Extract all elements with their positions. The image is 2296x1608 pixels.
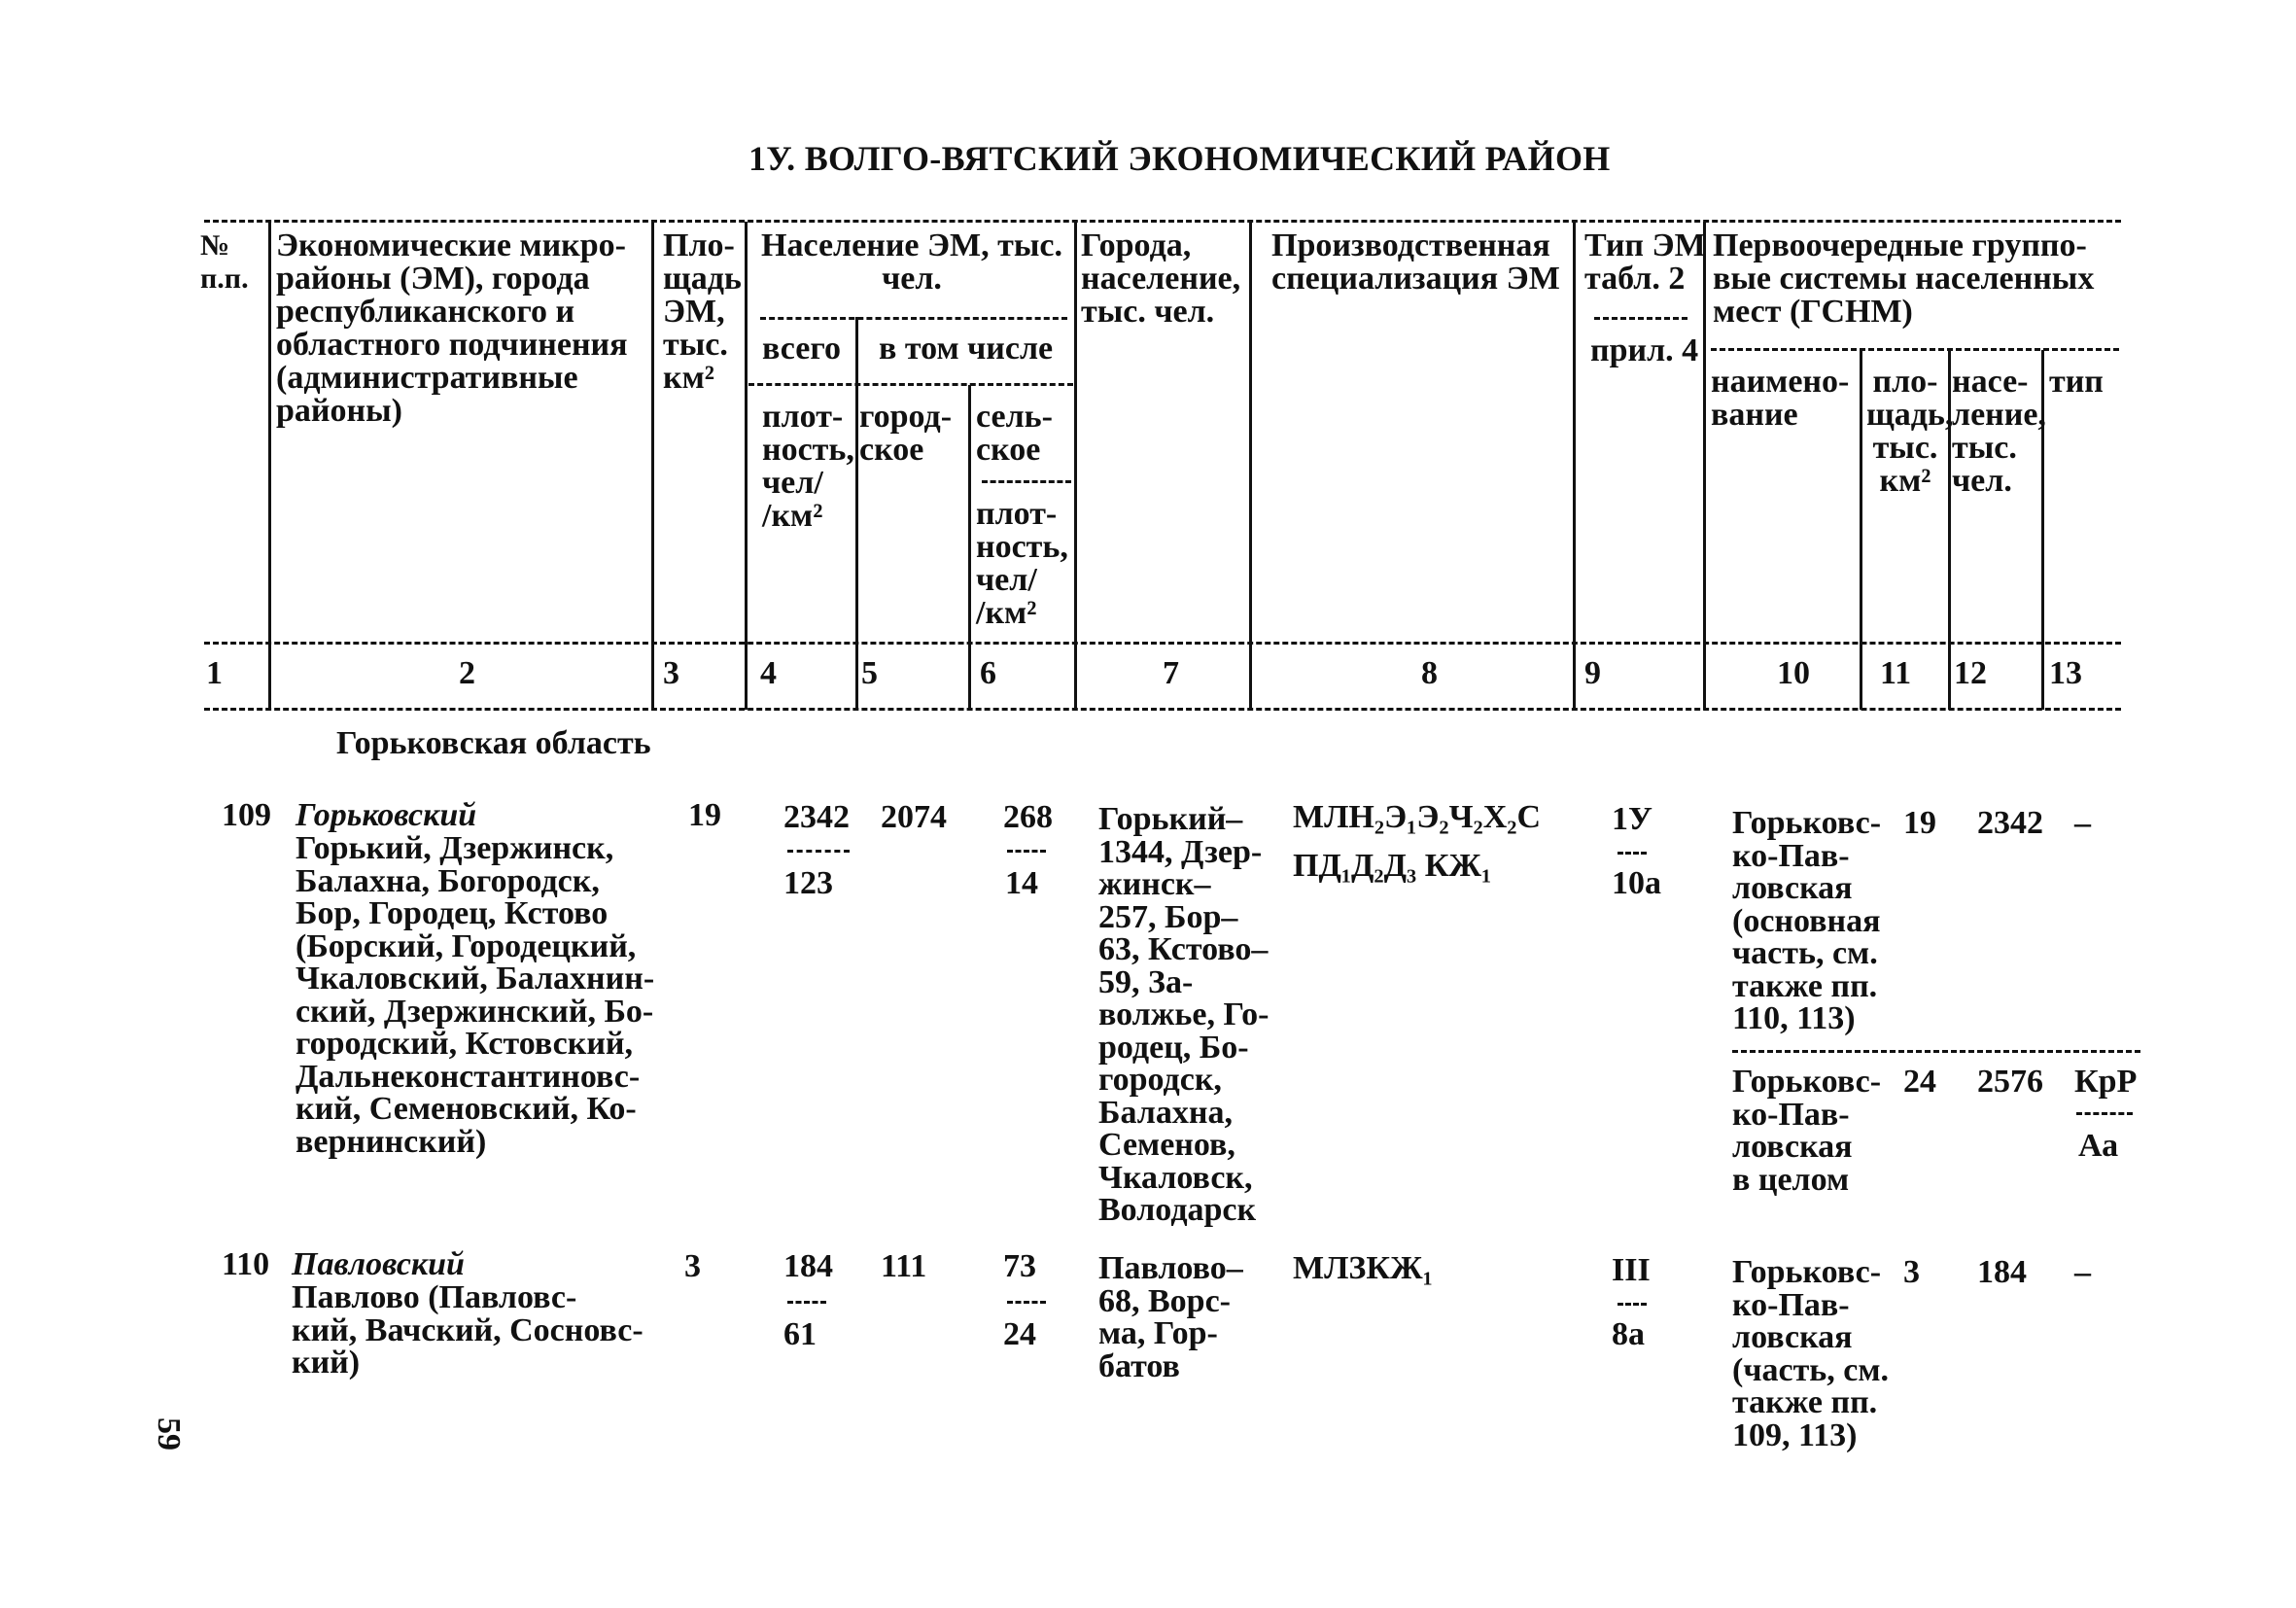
colnum-4: 4 [760,655,777,691]
colnum-1: 1 [206,655,223,691]
area-value: 19 [688,797,721,833]
fraction-line [1618,852,1647,855]
cities-population: Павлово– 68, Ворс- ма, Гор- батов [1098,1250,1243,1384]
gsnm-sub-rule [1711,348,2119,351]
fraction-line [1007,1301,1046,1304]
specialization-line2: ПД₁Д₂Д₃ КЖ₁ [1293,848,1492,884]
pop-total: 2342 [783,799,850,835]
em-type: 1У [1612,801,1652,837]
col-sep-7 [1249,222,1252,710]
gsnm-area: 24 [1903,1064,1936,1100]
pop-sub-rule-2 [748,383,1073,386]
pop-rural: 268 [1003,799,1053,835]
rural-density: 24 [1003,1316,1036,1352]
row-number: 110 [222,1246,270,1282]
pop-rural: 73 [1003,1248,1036,1284]
page-number: 59 [151,1417,187,1451]
colnum-2: 2 [459,655,475,691]
colnum-5: 5 [861,655,878,691]
colnum-7: 7 [1163,655,1179,691]
gsnm-type: КрР [2074,1064,2138,1100]
header-col3: Пло- щадь ЭМ, тыс. км² [663,227,742,396]
colnum-8: 8 [1421,655,1438,691]
rural-density: 14 [1005,865,1038,901]
col-sep-3 [745,222,748,710]
header-col2: Экономические микро- районы (ЭМ), города республиканского и областного подчинения (административные районы) [276,227,628,429]
gsnm-area: 3 [1903,1254,1920,1290]
fraction-line [787,1301,826,1304]
pop-density: 61 [783,1316,817,1352]
col-numbers-top-rule [204,642,2121,645]
colnum-9: 9 [1584,655,1601,691]
pop-total: 184 [783,1248,833,1284]
col-sep-1 [268,222,271,710]
gsnm-separator [1732,1050,2140,1053]
pop-urban: 2074 [881,799,947,835]
page-title: 1У. ВОЛГО-ВЯТСКИЙ ЭКОНОМИЧЕСКИЙ РАЙОН [748,139,1611,178]
col-sep-4 [855,317,858,710]
header-col6-density: плот- ность, чел/ /км² [976,496,1068,631]
fraction-line [1618,1303,1647,1306]
colnum-3: 3 [663,655,679,691]
gsnm-type: – [2074,805,2091,841]
col-sep-10 [1860,350,1862,710]
header-col9-bottom: прил. 4 [1590,332,1699,368]
header-col10: наимено- вание [1711,364,1850,433]
fraction-line [787,850,850,853]
gsnm-population: 2342 [1977,805,2043,841]
header-col4-density: плот- ность, чел/ /км² [762,399,854,534]
area-value: 3 [684,1248,701,1284]
col-sep-6 [1074,222,1077,710]
colnum-12: 12 [1954,655,1987,691]
admin-districts: Павлово (Павловс- кий, Вачский, Сосновс- кий) [292,1279,644,1381]
col-sep-2 [651,222,654,710]
header-gsnm-group: Первоочередные группо- вые системы населенных мест (ГСНМ) [1713,227,2095,330]
microregion-name: Павловский [292,1246,465,1282]
header-col1: № п.п. [200,229,249,295]
gsnm-name: Горьковс- ко-Пав- ловская (основная часть, см. также пп. 110, 113) [1732,805,1882,1036]
gsnm-type-detail: Аа [2078,1128,2119,1164]
header-col-incl: в том числе [879,331,1054,367]
microregion-name: Горьковский [296,797,477,833]
gsnm-type: – [2074,1254,2091,1290]
header-col11: пло- щадь, тыс. км² [1866,364,1954,499]
header-col4-group: Население ЭМ, тыс. чел. [761,227,1062,297]
em-type: III [1612,1252,1651,1288]
gsnm-name: Горьковс- ко-Пав- ловская в целом [1732,1064,1882,1198]
header-col12: насе- ление, тыс. чел. [1952,364,2046,499]
colnum-11: 11 [1880,655,1912,691]
specialization-line1: МЛЗКЖ₁ [1293,1250,1433,1286]
header-col5: город- ское [859,399,953,468]
gsnm-name: Горьковс- ко-Пав- ловская (часть, см. также пп. 109, 113) [1732,1254,1890,1453]
em-type-appendix: 8а [1612,1316,1645,1352]
colnum-13: 13 [2049,655,2082,691]
header-top-rule [204,220,2121,223]
col-sep-5 [968,385,971,710]
fraction-line [1007,850,1046,853]
pop-urban: 111 [881,1248,927,1284]
admin-districts: Горький, Дзержинск, Балахна, Богородск, Бор, Городец, Кстово (Борский, Городецкий, Чкаловский, Балахнин- ский, Дзержинский, Бо- городский, Кстовский, Дальнеконстантиновс- кий, Семеновский, Ко- вернинский) [296,830,655,1160]
gsnm-population: 184 [1977,1254,2027,1290]
header-col9-top: Тип ЭМ табл. 2 [1584,227,1706,297]
colnum-6: 6 [980,655,996,691]
colnum-10: 10 [1777,655,1810,691]
row-number: 109 [222,797,271,833]
type-sub-rule [1594,317,1687,320]
header-col8: Производственная специализация ЭМ [1271,227,1560,297]
gsnm-area: 19 [1903,805,1936,841]
section-title: Горьковская область [336,725,651,761]
rural-sub-rule [982,480,1071,483]
pop-density: 123 [783,865,833,901]
fraction-line [2076,1112,2133,1115]
cities-population: Горький– 1344, Дзер- жинск– 257, Бор– 63, Кстово– 59, За- волжье, Го- родец, Бо- городск, Балахна, Семенов, Чкаловск, Володарск [1098,801,1270,1228]
header-col4-total: всего [762,331,841,367]
specialization-line1: МЛН₂Э₁Э₂Ч₂Х₂С [1293,799,1542,835]
gsnm-population: 2576 [1977,1064,2043,1100]
col-sep-8 [1573,222,1576,710]
em-type-appendix: 10а [1612,865,1661,901]
header-bottom-rule [204,708,2121,711]
pop-sub-rule [760,317,1067,320]
header-col7: Города, население, тыс. чел. [1081,227,1241,330]
header-col6-rural: сель- ское [976,399,1053,468]
header-col13: тип [2049,364,2104,400]
